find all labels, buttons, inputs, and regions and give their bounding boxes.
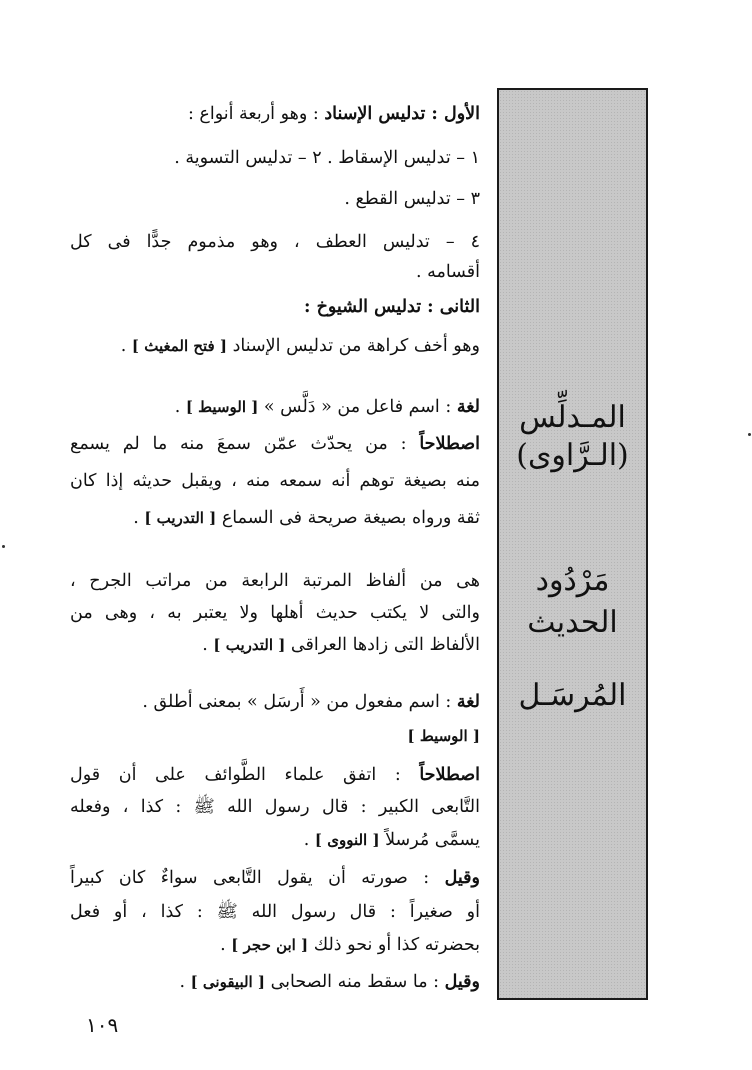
line-2: ١ – تدليس الإسقاط . ٢ – تدليس التسوية .: [174, 148, 480, 168]
line-18: التَّابعى الكبير : قال رسول الله ﷺ : كذا ، وفعله: [70, 797, 480, 817]
line-3: ٣ – تدليس القطع .: [344, 189, 480, 209]
term-mudallis: المـدلِّس: [519, 400, 626, 435]
line-8: لغة : اسم فاعل من « دَلَّس » [ الوسيط ] .: [174, 397, 480, 417]
line-9: اصطلاحاً : من يحدّث عمّن سمعَ منه ما لم يسمع: [70, 434, 480, 454]
line-4: ٤ – تدليس العطف ، وهو مذموم جدًّا فى كل: [70, 232, 480, 252]
line-5: أقسامه .: [415, 262, 480, 282]
line-20: وقيل : صورته أن يقول التَّابعى سواءٌ كان كبيراً: [70, 868, 480, 888]
line-11: ثقة ورواه بصيغة صريحة فى السماع [ التدريب ] .: [133, 508, 480, 528]
line-23: وقيل : ما سقط منه الصحابى [ البيقونى ] .: [179, 972, 480, 992]
term-narrator: (الـرَّاوى): [516, 438, 629, 473]
line-6: الثانى : تدليس الشيوخ :: [304, 297, 480, 317]
term-sidebar: [497, 88, 648, 1000]
term-mursal: المُرسَـل: [518, 678, 627, 713]
line-19: يسمَّى مُرسلاً [ النووى ] .: [303, 830, 480, 850]
line-14: الألفاظ التى زادها العراقى [ التدريب ] .: [202, 635, 480, 655]
line-17: اصطلاحاً : اتفق علماء الطَّوائف على أن قول: [70, 765, 480, 785]
line-16: [ الوسيط ]: [407, 727, 480, 745]
term-mardud-hadith: مَرْدُود الحديث: [527, 563, 618, 640]
page-number: ١٠٩: [86, 1013, 119, 1037]
scan-mark: [748, 433, 751, 436]
line-22: بحضرته كذا أو نحو ذلك [ ابن حجر ] .: [220, 935, 480, 955]
line-15: لغة : اسم مفعول من « أَرسَل » بمعنى أطلق .: [142, 692, 480, 712]
line-21: أو صغيراً : قال رسول الله ﷺ : كذا ، أو فعل: [70, 902, 480, 922]
line-1: الأول : تدليس الإسناد : وهو أربعة أنواع :: [187, 104, 480, 124]
line-12: هى من ألفاظ المرتبة الرابعة من مراتب الجرح ،: [70, 571, 480, 591]
line-13: والتى لا يكتب حديث أهلها ولا يعتبر به ، وهى من: [70, 603, 480, 623]
scan-mark: [2, 545, 5, 548]
line-10: منه بصيغة توهم أنه سمعه منه ، ويقبل حديثه إذا كان: [70, 471, 480, 491]
line-7: وهو أخف كراهة من تدليس الإسناد [ فتح المغيث ] .: [120, 336, 480, 356]
